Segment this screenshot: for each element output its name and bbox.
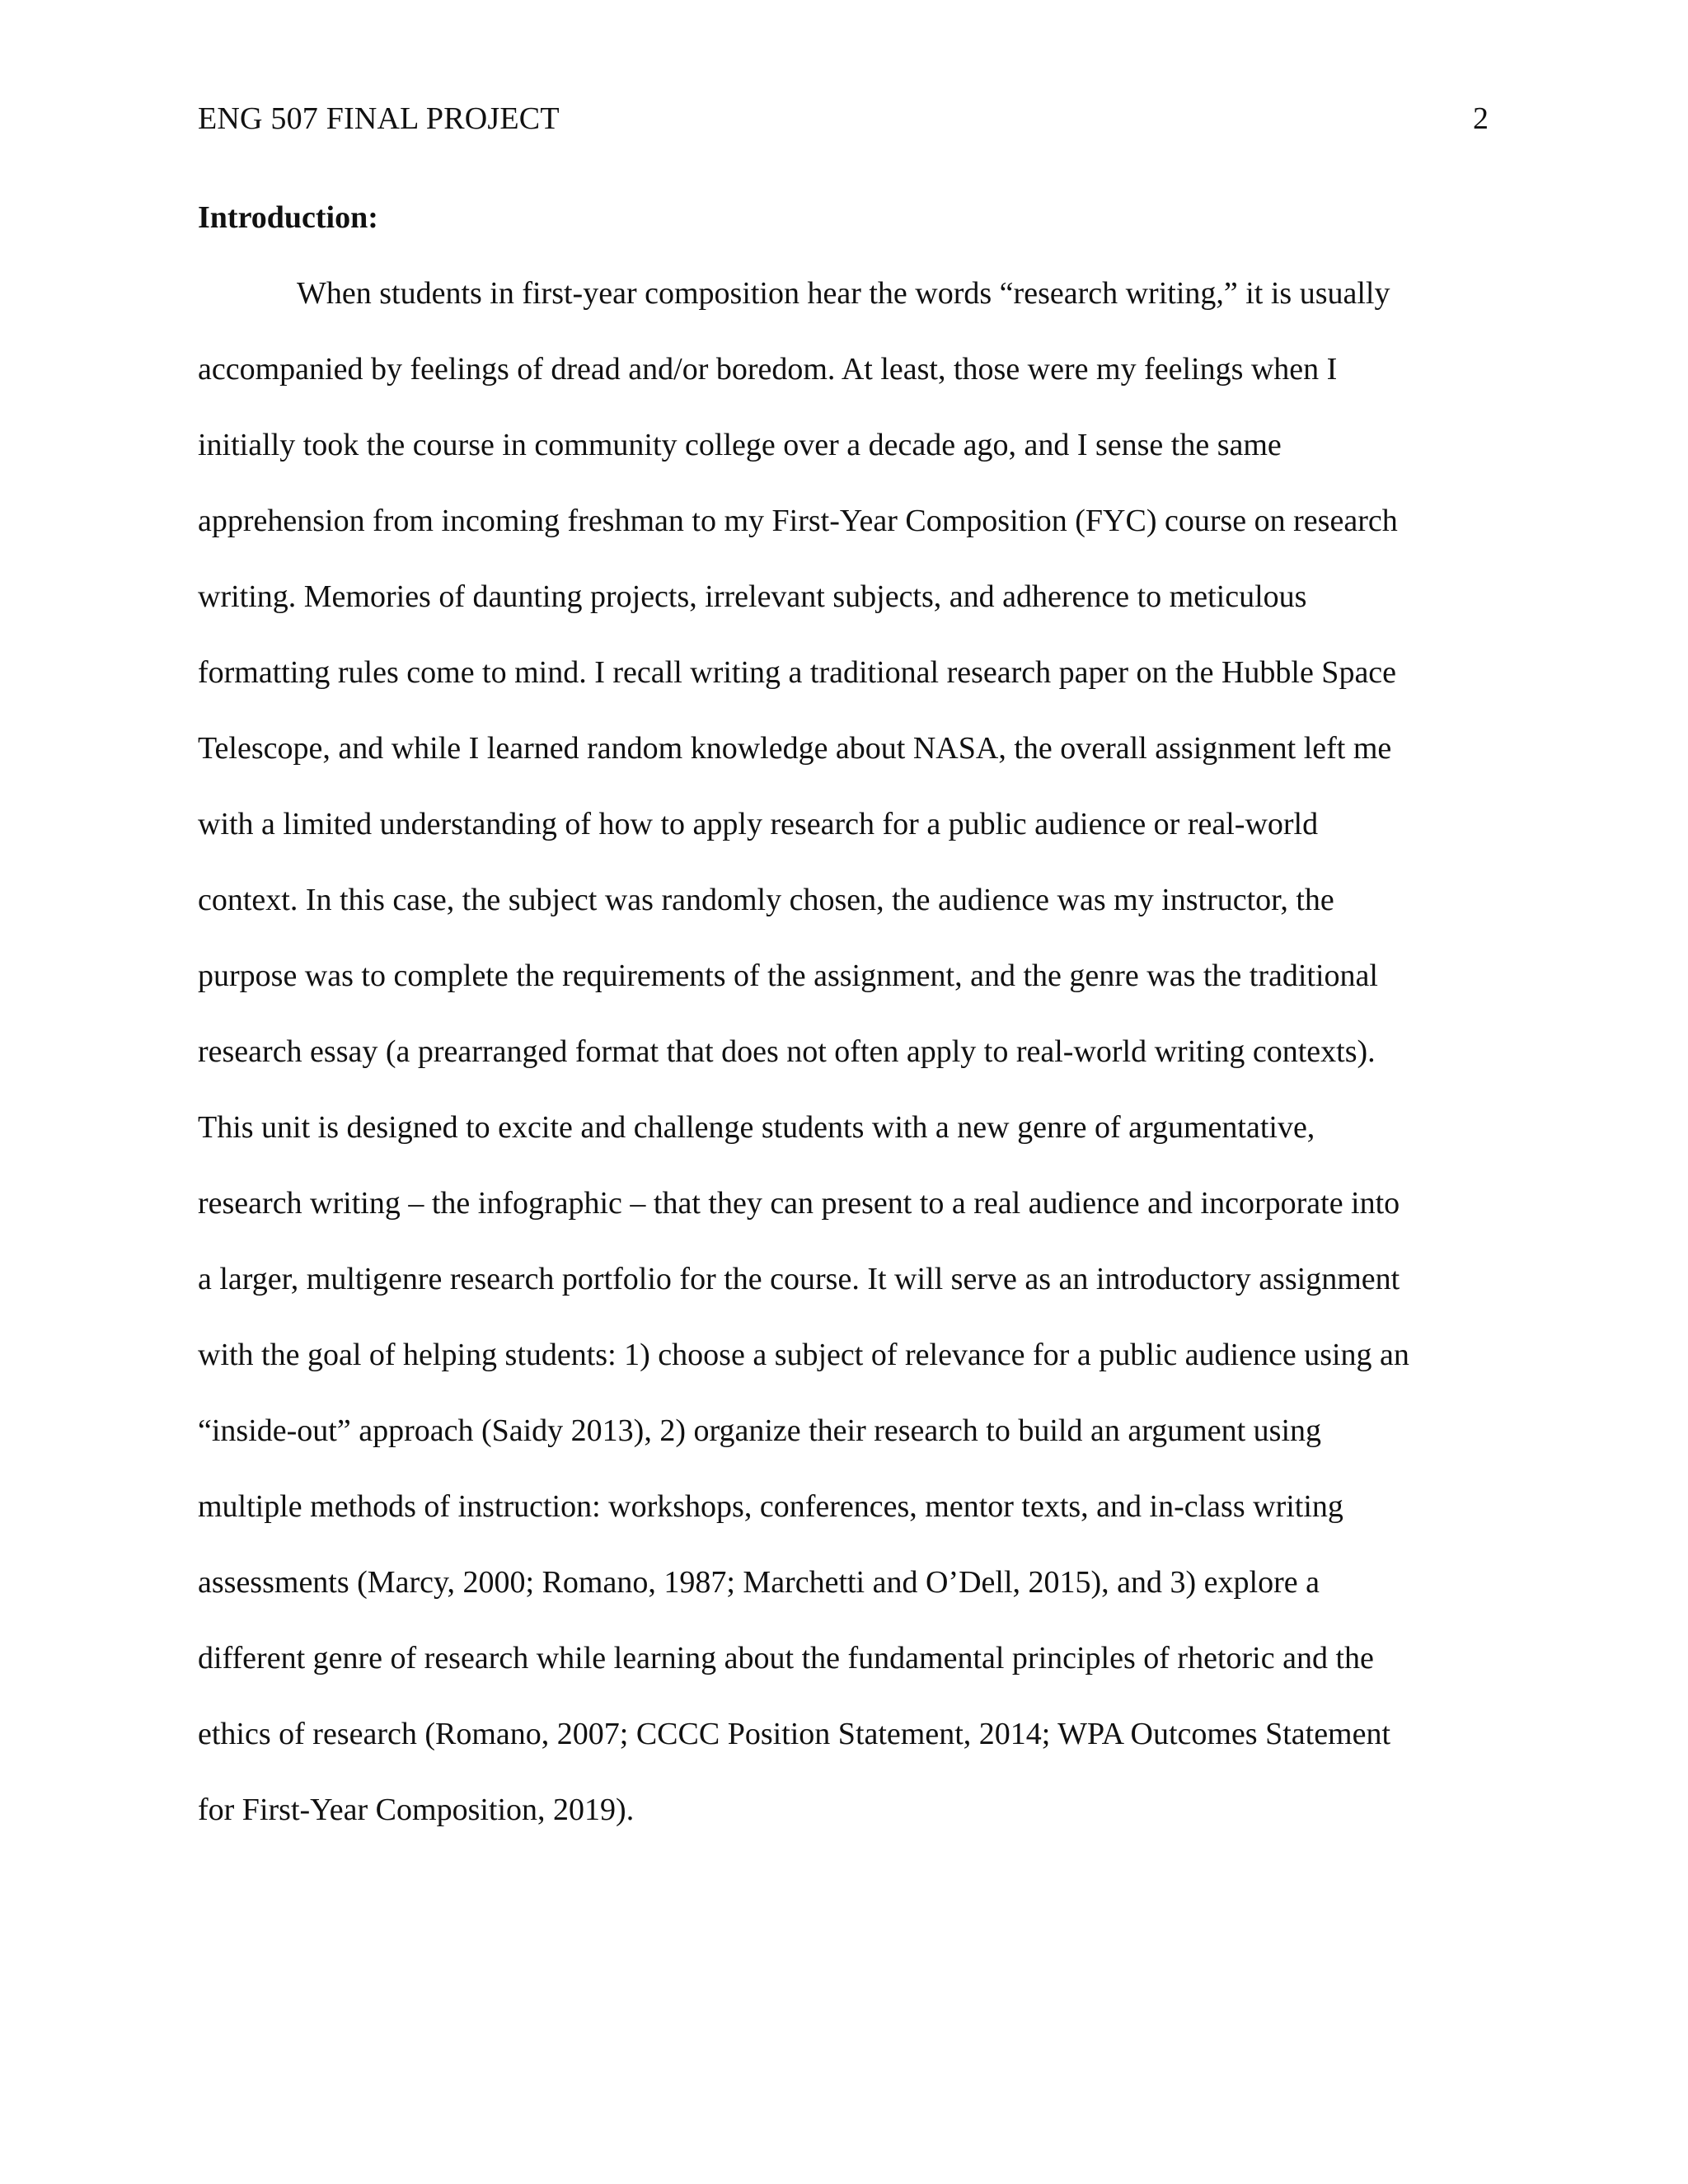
paragraph-line: purpose was to complete the requirements of the assignment, and the genre was the traditional bbox=[198, 958, 1378, 993]
paragraph-line: formatting rules come to mind. I recall writing a traditional research paper on the Hubble Space bbox=[198, 655, 1397, 690]
paragraph-line: Telescope, and while I learned random knowledge about NASA, the overall assignment left me bbox=[198, 731, 1392, 766]
paragraph-line: with a limited understanding of how to apply research for a public audience or real-world bbox=[198, 807, 1319, 841]
paragraph-line: accompanied by feelings of dread and/or boredom. At least, those were my feelings when I bbox=[198, 352, 1338, 387]
introduction-paragraph bbox=[198, 272, 1492, 1864]
section-heading: Introduction: bbox=[198, 200, 378, 235]
paragraph-line: initially took the course in community college over a decade ago, and I sense the same bbox=[198, 428, 1282, 462]
paragraph-line: ethics of research (Romano, 2007; CCCC Position Statement, 2014; WPA Outcomes Statement bbox=[198, 1717, 1391, 1751]
paragraph-line: writing. Memories of daunting projects, irrelevant subjects, and adherence to meticulous bbox=[198, 579, 1307, 614]
page-number: 2 bbox=[1473, 101, 1489, 136]
paragraph-line: context. In this case, the subject was randomly chosen, the audience was my instructor, the bbox=[198, 883, 1334, 917]
paragraph-line: This unit is designed to excite and challenge students with a new genre of argumentative, bbox=[198, 1110, 1315, 1145]
paragraph-line: research writing – the infographic – that they can present to a real audience and incorporate into bbox=[198, 1186, 1400, 1221]
paragraph-line: “inside-out” approach (Saidy 2013), 2) organize their research to build an argument using bbox=[198, 1413, 1322, 1448]
paragraph-line: When students in first-year composition hear the words “research writing,” it is usually bbox=[297, 276, 1390, 311]
paragraph-line: apprehension from incoming freshman to my First-Year Composition (FYC) course on research bbox=[198, 504, 1398, 538]
paragraph-line: assessments (Marcy, 2000; Romano, 1987; Marchetti and O’Dell, 2015), and 3) explore a bbox=[198, 1565, 1320, 1600]
paragraph-line: research essay (a prearranged format that does not often apply to real-world writing contexts). bbox=[198, 1034, 1376, 1069]
paragraph-line: a larger, multigenre research portfolio for the course. It will serve as an introductory assignment bbox=[198, 1262, 1400, 1296]
paragraph-line: with the goal of helping students: 1) choose a subject of relevance for a public audience using an bbox=[198, 1338, 1409, 1372]
paragraph-line: different genre of research while learning about the fundamental principles of rhetoric and the bbox=[198, 1641, 1374, 1675]
paragraph-line: for First-Year Composition, 2019). bbox=[198, 1793, 635, 1827]
paragraph-line: multiple methods of instruction: workshops, conferences, mentor texts, and in-class writing bbox=[198, 1489, 1343, 1524]
running-head: ENG 507 FINAL PROJECT bbox=[198, 101, 560, 136]
